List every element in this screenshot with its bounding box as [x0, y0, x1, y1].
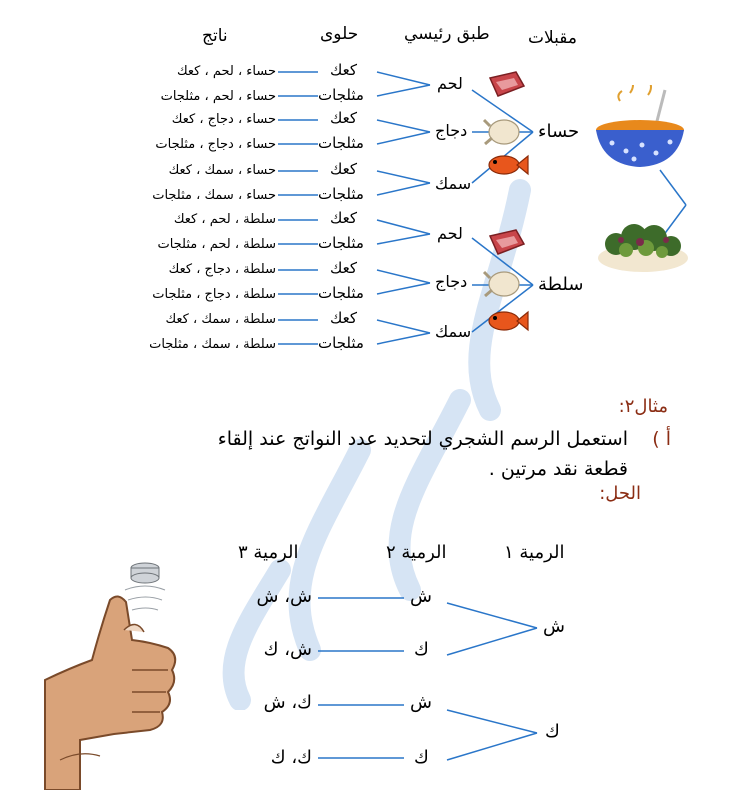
dessert-cake: كعك [330, 109, 358, 127]
dessert-cake: كعك [330, 160, 358, 178]
solution-label: الحل: [599, 483, 641, 504]
dessert-icecream: مثلجات [318, 334, 364, 352]
toss2-node: ش [410, 586, 432, 607]
main-meat-1: لحم [437, 74, 463, 93]
example-question-line1: استعمل الرسم الشجري لتحديد عدد النواتج عند إلقاء [217, 428, 628, 450]
outcome-item: حساء ، لحم ، مثلجات [160, 89, 276, 104]
header-toss2: الرمية ٢ [386, 542, 447, 563]
dessert-cake: كعك [330, 259, 358, 277]
chicken-icon [482, 110, 522, 150]
dessert-cake: كعك [330, 309, 358, 327]
outcome-item: سلطة ، سمك ، كعك [165, 312, 276, 327]
main-meat-2: لحم [437, 224, 463, 243]
main-chicken-2: دجاج [435, 272, 468, 291]
meat-icon [486, 68, 528, 100]
meat-icon [486, 226, 528, 258]
salad-bowl-icon [596, 222, 691, 277]
example-question-line2: قطعة نقد مرتين . [488, 458, 628, 480]
dessert-icecream: مثلجات [318, 234, 364, 252]
outcome-item: سلطة ، لحم ، كعك [173, 212, 276, 227]
toss1-heads: ش [543, 616, 565, 637]
header-toss3: الرمية ٣ [238, 542, 299, 563]
dessert-cake: كعك [330, 209, 358, 227]
fish-icon [486, 306, 530, 336]
outcome-item: سلطة ، سمك ، مثلجات [149, 337, 276, 352]
dessert-icecream: مثلجات [318, 86, 364, 104]
header-outcome: ناتج [202, 26, 228, 46]
outcome-item: حساء ، لحم ، كعك [176, 64, 276, 79]
toss2-node: ك [414, 747, 429, 768]
outcome-pair: ش، ش [256, 586, 312, 607]
dessert-cake: كعك [330, 61, 358, 79]
main-fish-2: سمك [435, 322, 472, 341]
outcome-pair: ك، ش [263, 692, 312, 713]
header-starters: مقبلات [528, 28, 577, 48]
outcome-item: سلطة ، دجاج ، كعك [168, 262, 276, 277]
outcome-item: حساء ، دجاج ، كعك [171, 112, 276, 127]
outcome-item: حساء ، سمك ، كعك [168, 163, 276, 178]
hand-flipping-coin-icon [40, 560, 190, 790]
main-chicken-1: دجاج [435, 121, 468, 140]
chicken-icon [482, 262, 522, 302]
example-label: مثال٢: [618, 396, 668, 417]
outcome-pair: ش، ك [263, 639, 312, 660]
soup-bowl-icon [590, 85, 690, 170]
main-fish-1: سمك [435, 174, 472, 193]
header-main: طبق رئيسي [404, 24, 490, 44]
outcome-item: حساء ، سمك ، مثلجات [152, 188, 276, 203]
fish-icon [486, 150, 530, 180]
header-dessert: حلوى [320, 24, 359, 44]
toss2-node: ش [410, 692, 432, 713]
dessert-icecream: مثلجات [318, 134, 364, 152]
outcome-pair: ك، ك [270, 747, 312, 768]
starter-soup: حساء [538, 121, 580, 142]
starter-salad: سلطة [538, 274, 584, 295]
toss1-tails: ك [545, 721, 560, 742]
dessert-icecream: مثلجات [318, 284, 364, 302]
header-toss1: الرمية ١ [504, 542, 565, 563]
dessert-icecream: مثلجات [318, 185, 364, 203]
outcome-item: سلطة ، دجاج ، مثلجات [152, 287, 276, 302]
outcome-item: حساء ، دجاج ، مثلجات [155, 137, 276, 152]
outcome-item: سلطة ، لحم ، مثلجات [157, 237, 276, 252]
toss2-node: ك [414, 639, 429, 660]
example-part: أ ) [652, 428, 671, 450]
